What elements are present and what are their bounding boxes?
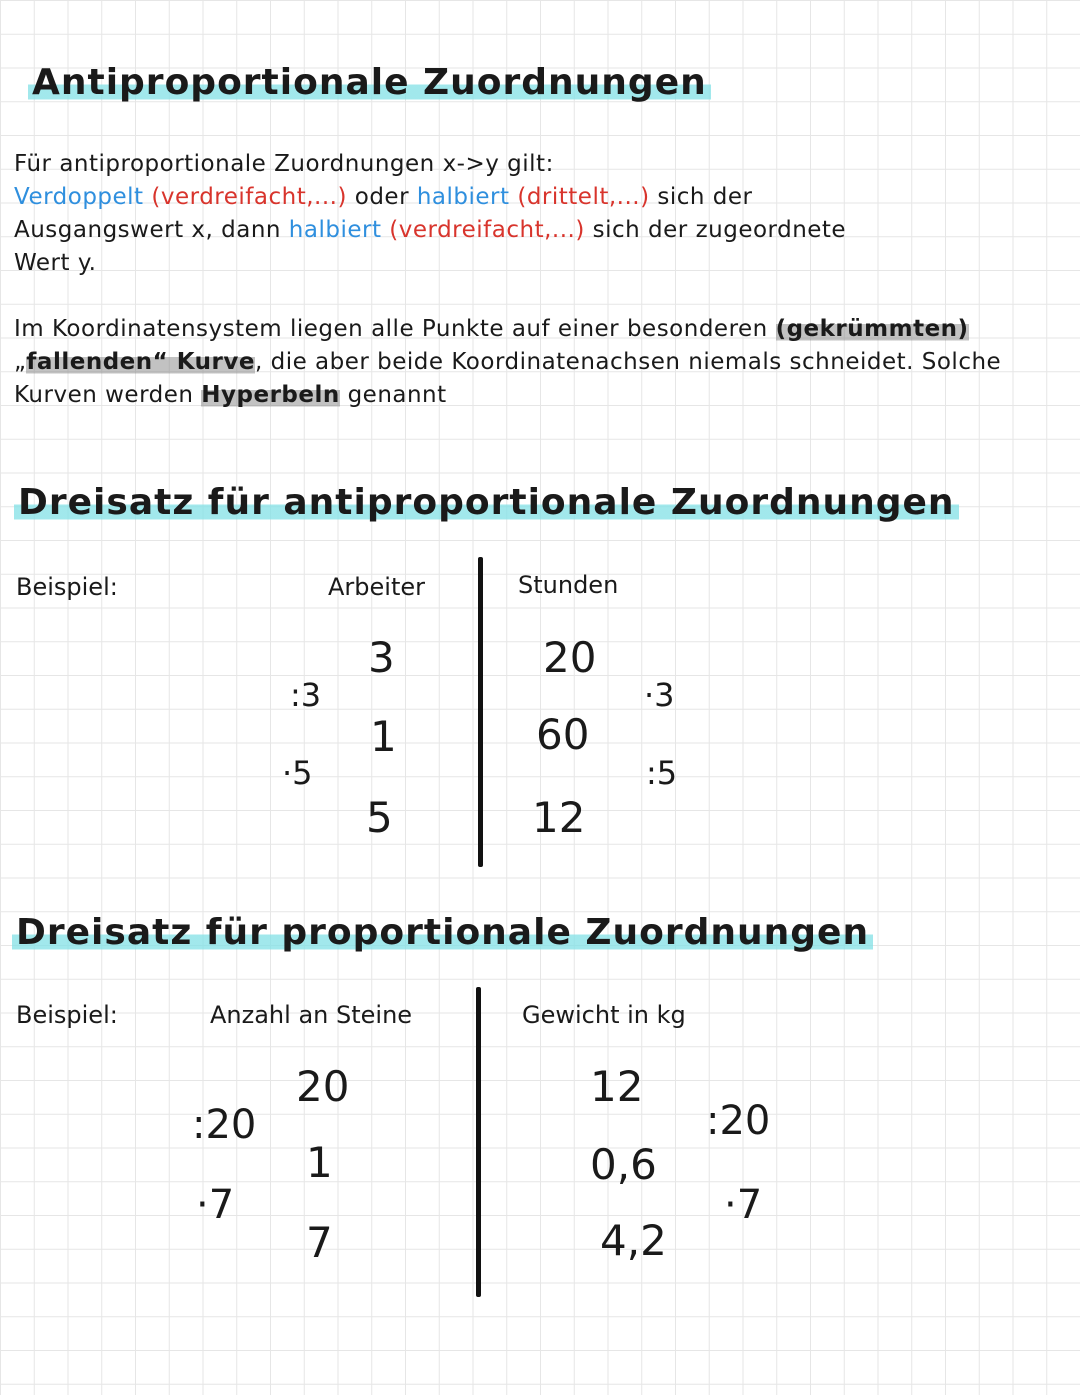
table-2-right-value-3: 4,2	[600, 1216, 667, 1265]
proportional-dreisatz-title-text: Dreisatz für proportionale Zuordnungen	[12, 912, 873, 953]
word-zugeordnete: sich der zugeordnete	[592, 217, 847, 243]
word-drittelt: (drittelt,...)	[517, 184, 650, 210]
page-title-text: Antiproportionale Zuordnungen	[28, 62, 711, 103]
word-verdreifacht: (verdreifacht,...)	[151, 184, 347, 210]
table-2-left-value-1: 20	[296, 1062, 350, 1111]
hyperbel-text-3: genannt	[347, 382, 447, 408]
hyperbel-paragraph	[14, 313, 1064, 412]
table-1-right-value-2: 60	[536, 710, 590, 759]
table-1-right-header: Stunden	[518, 571, 619, 599]
table-2-right-op-1: :20	[706, 1098, 771, 1144]
definition-line-3	[14, 214, 1064, 247]
word-verdreifacht-2: (verdreifacht,...)	[389, 217, 585, 243]
antiproportional-dreisatz-title	[14, 482, 959, 523]
definition-line-2	[14, 181, 1064, 214]
table-1-left-op-1: :3	[290, 676, 322, 714]
table-1-divider	[478, 557, 483, 867]
word-hyperbeln: Hyperbeln	[201, 382, 340, 408]
table-1-right-value-3: 12	[532, 793, 586, 842]
hyperbel-text-1: Im Koordinatensystem liegen alle Punkte auf einer besonderen	[14, 316, 768, 342]
beispiel-label-1: Beispiel:	[16, 573, 118, 601]
word-halbiert-2: halbiert	[288, 217, 382, 243]
table-2-right-op-2: ·7	[724, 1182, 763, 1228]
table-2-right-header: Gewicht in kg	[522, 1001, 686, 1029]
word-verdoppelt: Verdoppelt	[14, 184, 144, 210]
hyperbel-text-2: , die aber beide Koordinatenachsen niemals schneidet. Solche Kurven werden	[14, 349, 1002, 408]
table-1-left-value-1: 3	[368, 633, 395, 682]
table-1-right-op-1: ·3	[644, 676, 675, 714]
definition-paragraph	[14, 148, 1064, 280]
table-2-left-value-2: 1	[306, 1138, 333, 1187]
table-2-left-header: Anzahl an Steine	[210, 1001, 413, 1029]
table-2-divider	[476, 987, 481, 1297]
page-title	[28, 62, 711, 103]
word-gekruemmten: (gekrümmten)	[775, 316, 969, 342]
word-fallenden-kurve: fallenden“ Kurve	[26, 349, 255, 375]
antiproportional-dreisatz-title-text: Dreisatz für antiproportionale Zuordnungen	[14, 482, 959, 523]
table-1-right-op-2: :5	[646, 754, 678, 792]
word-halbiert: halbiert	[416, 184, 510, 210]
table-2-right-value-1: 12	[590, 1062, 644, 1111]
table-1-left-value-3: 5	[366, 793, 393, 842]
table-2-left-value-3: 7	[306, 1218, 333, 1267]
word-sich-der: sich der	[657, 184, 753, 210]
table-1-left-value-2: 1	[370, 712, 397, 761]
word-ausgangswert: Ausgangswert x, dann	[14, 217, 281, 243]
definition-line-4: Wert y.	[14, 250, 97, 276]
table-1-left-op-2: ·5	[282, 754, 313, 792]
table-2-right-value-2: 0,6	[590, 1140, 657, 1189]
table-1-right-value-1: 20	[543, 633, 597, 682]
definition-line-1: Für antiproportionale Zuordnungen x->y gilt:	[14, 151, 554, 177]
beispiel-label-2: Beispiel:	[16, 1001, 118, 1029]
quote-open: „	[14, 349, 27, 375]
word-oder: oder	[354, 184, 410, 210]
table-1-left-header: Arbeiter	[328, 573, 425, 601]
table-2-left-op-1: :20	[192, 1102, 257, 1148]
table-2-left-op-2: ·7	[196, 1182, 235, 1228]
proportional-dreisatz-title	[12, 912, 873, 953]
